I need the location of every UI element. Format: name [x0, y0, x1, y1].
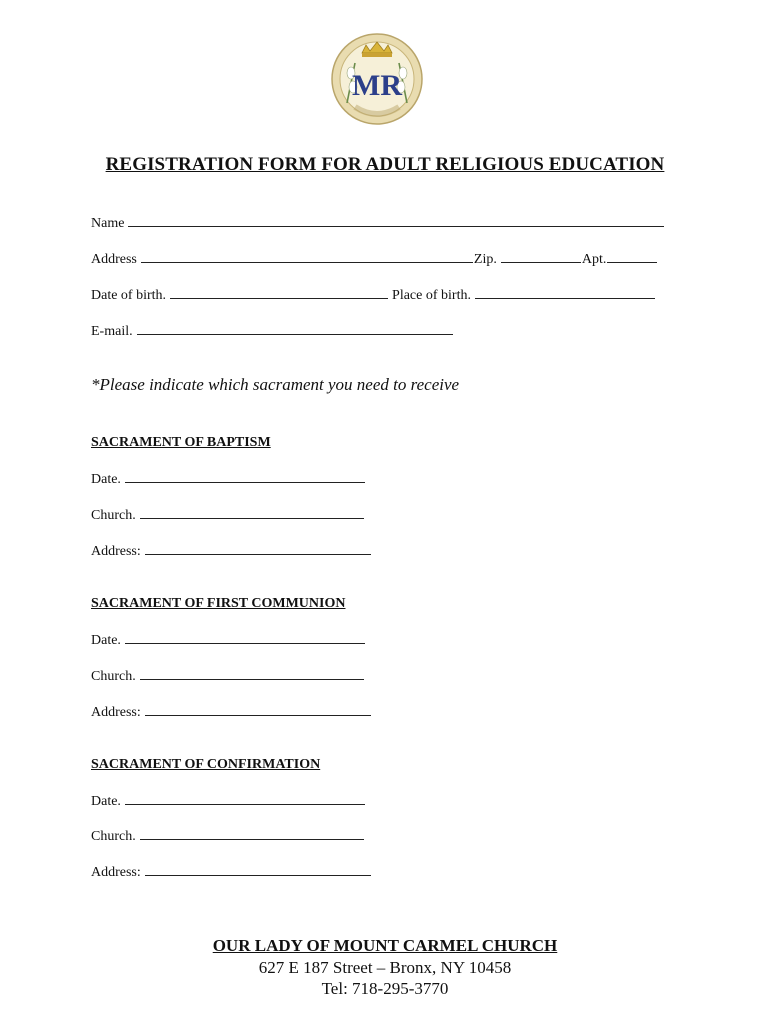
- communion-church-line[interactable]: [140, 667, 364, 680]
- confirmation-address-field[interactable]: [91, 863, 372, 881]
- confirmation-date-line[interactable]: [125, 792, 365, 805]
- baptism-church-line[interactable]: [140, 506, 364, 519]
- baptism-date-label: Date.: [91, 472, 121, 487]
- email-label: E-mail.: [91, 324, 133, 339]
- confirmation-heading: SACRAMENT OF CONFIRMATION: [91, 757, 321, 772]
- form-title: REGISTRATION FORM FOR ADULT RELIGIOUS EDUCATION: [105, 154, 665, 175]
- address-field[interactable]: [91, 250, 658, 268]
- baptism-church-label: Church.: [91, 508, 136, 523]
- zip-label: Zip.: [473, 252, 497, 267]
- apt-label: Apt.: [581, 252, 607, 267]
- sacrament-note: *Please indicate which sacrament you need to receive: [91, 375, 460, 394]
- church-name: OUR LADY OF MOUNT CARMEL CHURCH: [212, 936, 558, 955]
- communion-date-field[interactable]: [91, 631, 366, 649]
- email-line[interactable]: [137, 322, 453, 335]
- communion-church-field[interactable]: [91, 667, 365, 685]
- communion-heading: SACRAMENT OF FIRST COMMUNION: [91, 596, 346, 611]
- confirmation-church-field[interactable]: [91, 827, 365, 845]
- pob-label: Place of birth.: [392, 288, 471, 303]
- name-field[interactable]: [91, 214, 665, 232]
- confirmation-church-label: Church.: [91, 829, 136, 844]
- baptism-date-line[interactable]: [125, 470, 365, 483]
- communion-church-label: Church.: [91, 669, 136, 684]
- baptism-heading: SACRAMENT OF BAPTISM: [91, 435, 271, 450]
- baptism-date-field[interactable]: [91, 470, 366, 488]
- zip-line[interactable]: [501, 250, 581, 263]
- name-line[interactable]: [128, 214, 664, 227]
- church-phone: Tel: 718-295-3770: [321, 979, 449, 998]
- church-address: 627 E 187 Street – Bronx, NY 10458: [258, 958, 512, 977]
- confirmation-date-label: Date.: [91, 794, 121, 809]
- baptism-church-field[interactable]: [91, 506, 365, 524]
- communion-address-field[interactable]: [91, 703, 372, 721]
- email-field[interactable]: [91, 322, 454, 340]
- name-label: Name: [91, 216, 125, 231]
- baptism-address-label: Address:: [91, 544, 141, 559]
- seal-monogram: MR: [352, 69, 402, 102]
- confirmation-address-label: Address:: [91, 865, 141, 880]
- confirmation-address-line[interactable]: [145, 863, 371, 876]
- confirmation-date-field[interactable]: [91, 792, 366, 810]
- address-label: Address: [91, 252, 137, 267]
- apt-line[interactable]: [607, 250, 657, 263]
- communion-date-label: Date.: [91, 633, 121, 648]
- dob-label: Date of birth.: [91, 288, 167, 303]
- confirmation-church-line[interactable]: [140, 827, 364, 840]
- communion-address-label: Address:: [91, 705, 141, 720]
- birth-field[interactable]: [91, 286, 656, 304]
- pob-line[interactable]: [475, 286, 655, 299]
- communion-date-line[interactable]: [125, 631, 365, 644]
- communion-address-line[interactable]: [145, 703, 371, 716]
- address-line[interactable]: [141, 250, 473, 263]
- church-seal-icon: [331, 33, 423, 125]
- dob-line[interactable]: [170, 286, 388, 299]
- baptism-address-field[interactable]: [91, 542, 372, 560]
- baptism-address-line[interactable]: [145, 542, 371, 555]
